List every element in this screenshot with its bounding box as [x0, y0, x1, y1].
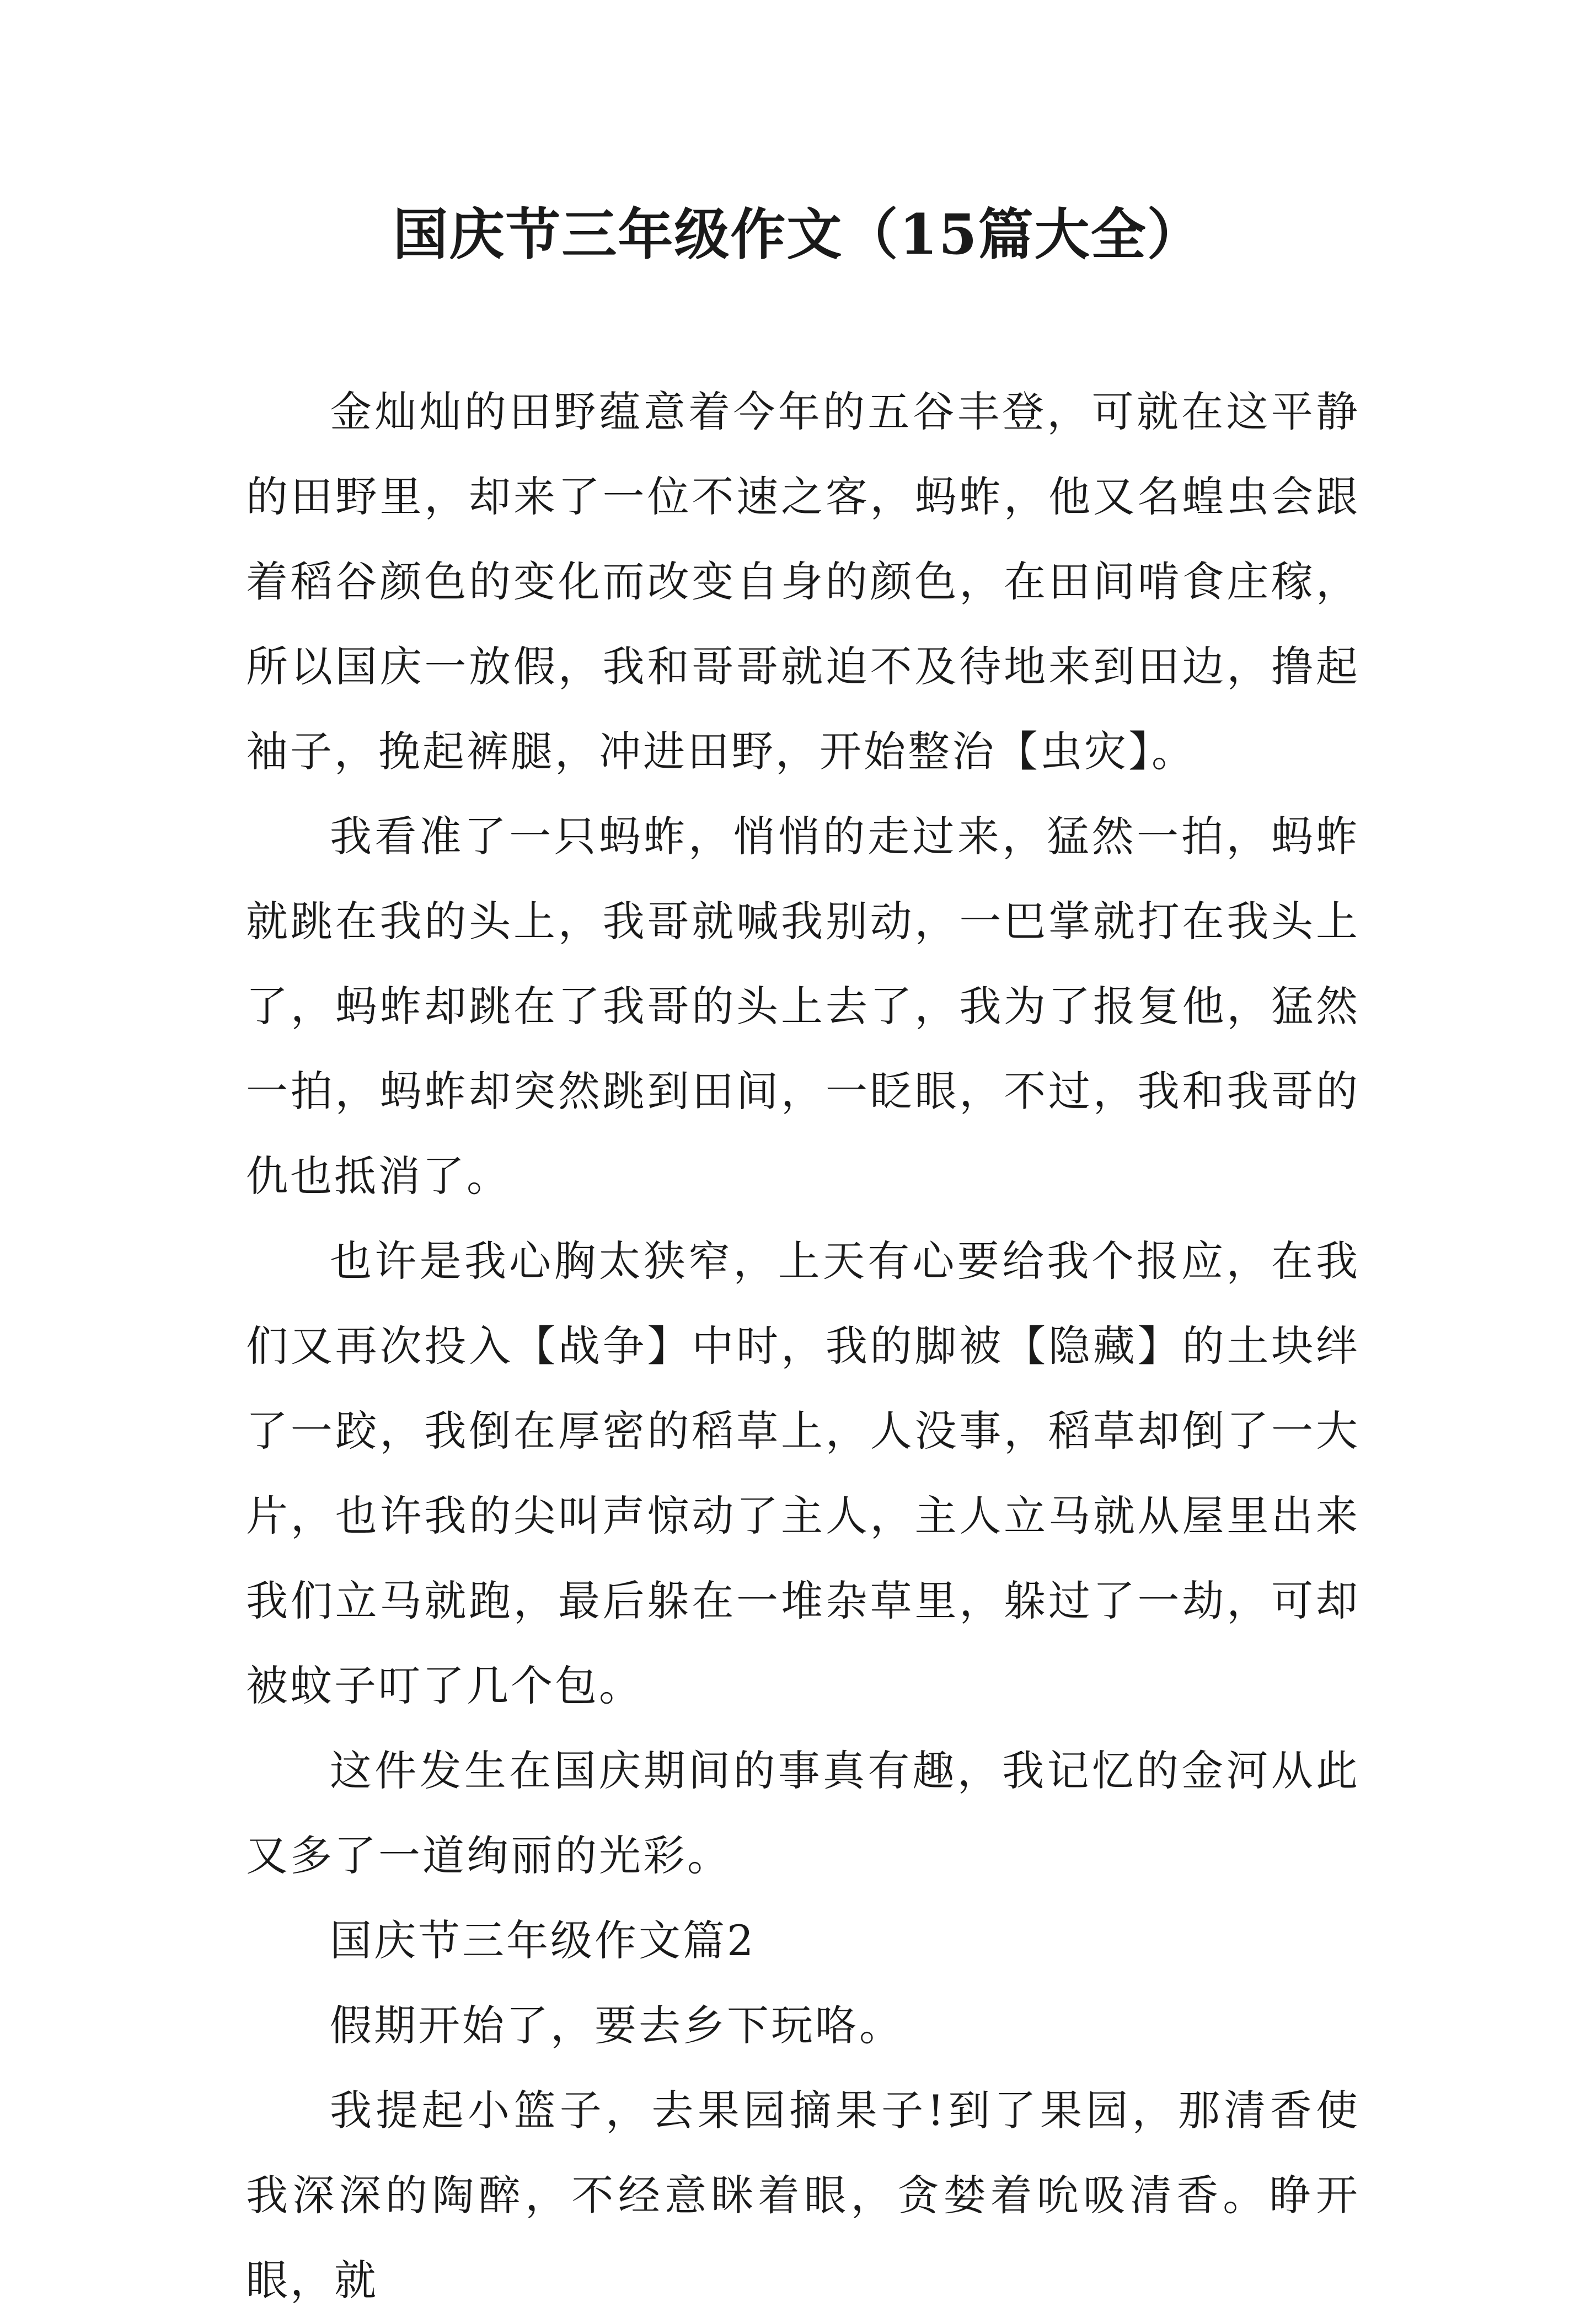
document-body [246, 370, 1360, 2323]
paragraph-5: 假期开始了，要去乡下玩咯。 [330, 2001, 903, 2050]
paragraph-3: 也许是我心胸太狭窄，上天有心要给我个报应，在我们又再次投入【战争】中时，我的脚被【隐藏】的土块绊了一跤，我倒在厚密的稻草上，人没事，稻草却倒了一大片，也许我的尖叫声惊动了主人，主人立马就从屋里出来我们立马就跑，最后躲在一堆杂草里，躲过了一劫，可却被蚊子叮了几个包。 [246, 1237, 1360, 1710]
paragraph-4: 这件发生在国庆期间的事真有趣，我记忆的金河从此又多了一道绚丽的光彩。 [246, 1746, 1360, 1880]
document-title: 国庆节三年级作文（15篇大全） [393, 202, 1203, 267]
paragraph-2: 我看准了一只蚂蚱，悄悄的走过来，猛然一拍，蚂蚱就跳在我的头上，我哥就喊我别动，一巴掌就打在我头上了，蚂蚱却跳在了我哥的头上去了，我为了报复他，猛然一拍，蚂蚱却突然跳到田间，一眨眼，不过，我和我哥的仇也抵消了。 [246, 812, 1360, 1201]
section-heading-2: 国庆节三年级作文篇2 [330, 1916, 756, 1965]
paragraph-1: 金灿灿的田野蕴意着今年的五谷丰登，可就在这平静的田野里，却来了一位不速之客，蚂蚱，他又名蝗虫会跟着稻谷颜色的变化而改变自身的颜色，在田间啃食庄稼，所以国庆一放假，我和哥哥就迫不及待地来到田边，撸起袖子，挽起裤腿，冲进田野，开始整治【虫灾】。 [246, 387, 1360, 776]
paragraph-6: 我提起小篮子，去果园摘果子!到了果园，那清香使我深深的陶醉，不经意眯着眼，贪婪着吮吸清香。睁开眼，就 [246, 2086, 1360, 2305]
